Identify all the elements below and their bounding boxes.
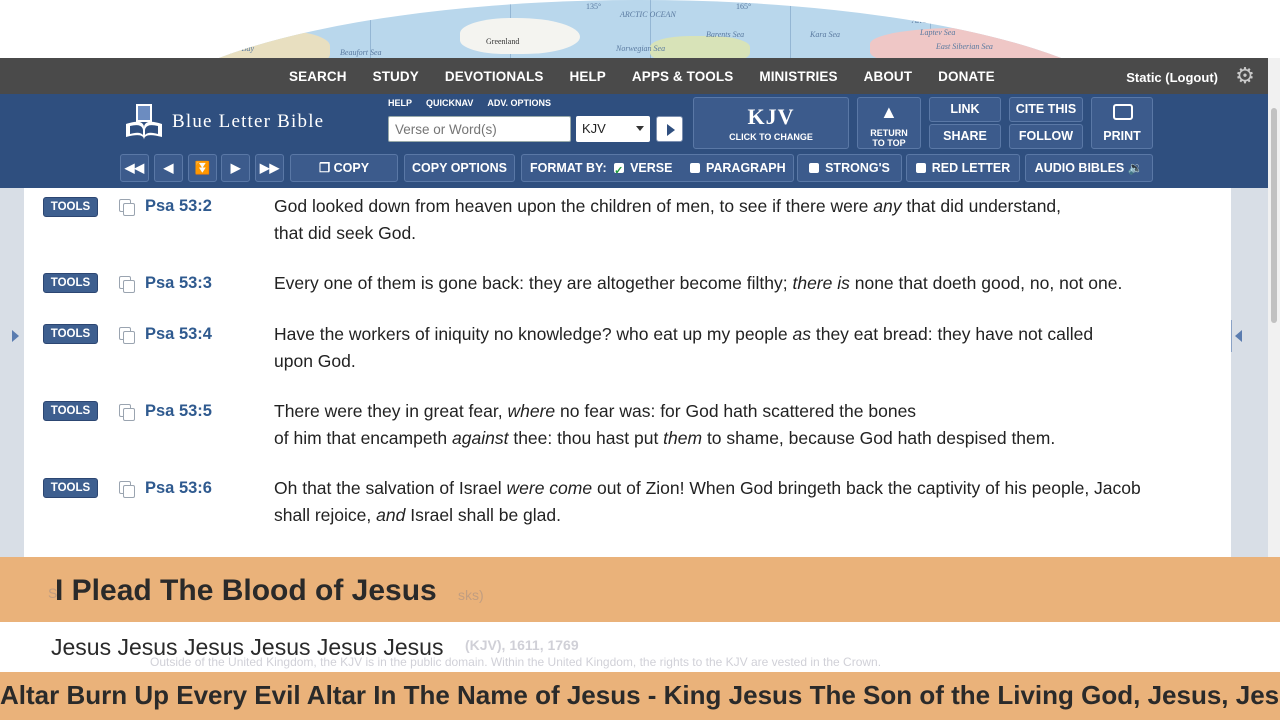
faded-text: S — [48, 585, 58, 601]
version-select-value: KJV — [582, 121, 606, 136]
next-chapter-button[interactable] — [221, 154, 250, 182]
nav-devotionals[interactable]: DEVOTIONALS — [444, 68, 544, 84]
red-letter-label: RED LETTER — [931, 161, 1011, 175]
page-scrollbar[interactable] — [1268, 58, 1280, 558]
strongs-label: STRONG'S — [825, 161, 890, 175]
arrow-up-icon: ▲ — [880, 102, 898, 122]
overlay-title: I Plead The Blood of Jesus — [55, 574, 437, 607]
map-label: ARCTIC OCEAN — [248, 20, 304, 29]
map-label: Kara Sea — [810, 30, 840, 39]
copy-icon[interactable] — [119, 327, 135, 343]
double-right-arrow-icon: ▶▶ — [259, 161, 280, 175]
audio-bibles-button[interactable] — [1025, 154, 1153, 182]
print-button[interactable] — [1091, 97, 1153, 149]
strongs-toggle[interactable] — [797, 154, 902, 182]
overlay-subtitle: Jesus Jesus Jesus Jesus Jesus Jesus — [51, 634, 444, 660]
verse-text: Have the workers of iniquity no knowledge? who eat up my people as they eat bread: they have not called upon God. — [274, 324, 1094, 371]
overlay-ticker — [0, 672, 1280, 720]
jump-down-button[interactable] — [188, 154, 217, 182]
nav-apps-tools[interactable]: APPS & TOOLS — [631, 68, 734, 84]
chevron-down-icon — [636, 126, 644, 131]
map-label: Greenland — [486, 37, 520, 46]
share-button[interactable]: SHARE — [929, 124, 1001, 149]
ticker-text: Altar Burn Up Every Evil Altar In The Name of Jesus - King Jesus The Son of the Living God, Jesus, Jes — [0, 680, 1280, 710]
map-label: 180° — [878, 2, 894, 11]
site-logo[interactable]: Blue Letter Bible — [172, 111, 325, 132]
help-link[interactable]: HELP — [388, 98, 413, 108]
return-label-1: RETURN — [870, 128, 908, 138]
map-label: Laptev Sea — [920, 28, 956, 37]
main-nav-links — [276, 58, 1008, 94]
tools-button[interactable]: TOOLS — [43, 324, 98, 344]
last-chapter-button[interactable] — [255, 154, 284, 182]
tools-button[interactable]: TOOLS — [43, 273, 98, 293]
quicknav-link[interactable]: QUICKNAV — [426, 98, 474, 108]
verse-reference[interactable]: Psa 53:2 — [145, 197, 212, 215]
copy-icon[interactable] — [119, 404, 135, 420]
map-label: ARCTIC OCEAN — [620, 10, 676, 19]
user-status — [1126, 70, 1218, 85]
strongs-checkbox[interactable] — [809, 163, 819, 173]
verse-reference[interactable]: Psa 53:5 — [145, 402, 212, 420]
copy-icon[interactable] — [119, 481, 135, 497]
search-input[interactable] — [388, 116, 571, 142]
verse-text: There were they in great fear, where no fear was: for God hath scattered the bones of him that encampeth against thee: thou hast put them to shame, because God hath despised them. — [274, 401, 1056, 448]
user-status-suffix: ) — [1213, 70, 1218, 85]
format-by-label: FORMAT BY: — [530, 161, 607, 175]
verse-reference[interactable]: Psa 53:4 — [145, 325, 212, 343]
gear-icon[interactable]: ⚙ — [1235, 63, 1255, 88]
follow-button[interactable]: FOLLOW — [1009, 124, 1083, 149]
nav-about[interactable]: ABOUT — [863, 68, 913, 84]
globe-map-image — [130, 0, 1150, 58]
nav-study[interactable]: STUDY — [372, 68, 419, 84]
verse-label: VERSE — [630, 161, 673, 175]
copy-icon[interactable] — [119, 276, 135, 292]
print-label: PRINT — [1103, 129, 1141, 143]
nav-search[interactable]: SEARCH — [289, 68, 347, 84]
red-letter-toggle[interactable] — [906, 154, 1020, 182]
version-select[interactable] — [576, 116, 650, 142]
map-label: Norwegian Sea — [616, 44, 666, 53]
return-to-top-button[interactable] — [857, 97, 921, 149]
tools-button[interactable]: TOOLS — [43, 197, 98, 217]
return-label-2: TO TOP — [872, 138, 906, 148]
version-change-button[interactable] — [693, 97, 849, 149]
map-label: ARCTIC OCEAN — [912, 16, 968, 25]
audio-bibles-label: AUDIO BIBLES — [1034, 161, 1125, 175]
verse-text: Every one of them is gone back: they are altogether become filthy; there is none that doeth good, no, not one. — [274, 273, 1123, 293]
copy-icon[interactable] — [119, 199, 135, 215]
paragraph-checkbox[interactable] — [690, 163, 700, 173]
map-label: Beaufort Sea — [340, 48, 382, 57]
map-label: 150° — [396, 2, 412, 11]
adv-options-link[interactable]: ADV. OPTIONS — [487, 98, 552, 108]
verse-reference[interactable]: Psa 53:6 — [145, 479, 212, 497]
double-left-arrow-icon: ◀◀ — [124, 161, 145, 175]
nav-help[interactable]: HELP — [569, 68, 606, 84]
map-label: East Siberian Sea — [936, 42, 993, 51]
verse-checkbox[interactable] — [614, 163, 624, 173]
speaker-icon: 🔉 — [1127, 161, 1144, 175]
map-label: 165° — [736, 2, 752, 11]
previous-chapter-button[interactable] — [154, 154, 183, 182]
down-arrow-icon: ⏬ — [194, 161, 211, 175]
left-arrow-icon: ◀ — [163, 161, 174, 175]
faded-text: Outside of the United Kingdom, the KJV is in the public domain. Within the United Kingdom, the rights to the KJV are vested in the Crown. — [150, 655, 882, 669]
bible-logo-icon[interactable] — [124, 104, 164, 140]
logout-link[interactable]: Logout — [1169, 70, 1214, 85]
printer-icon — [1113, 104, 1133, 120]
version-hint: CLICK TO CHANGE — [729, 132, 813, 142]
version-label: KJV — [747, 104, 795, 129]
faded-text: sks) — [458, 587, 484, 603]
map-banner — [0, 0, 1280, 58]
verse-text: Oh that the salvation of Israel were come out of Zion! When God bringeth back the captivity of his people, Jacob shall rejoice, and Israel shall be glad. — [274, 478, 1141, 525]
search-go-button[interactable] — [656, 116, 683, 142]
red-letter-checkbox[interactable] — [916, 163, 926, 173]
link-button[interactable]: LINK — [929, 97, 1001, 122]
cite-this-button[interactable]: CITE THIS — [1009, 97, 1083, 122]
faded-text: (KJV), 1611, 1769 — [465, 637, 579, 653]
left-arrow-icon[interactable] — [12, 330, 19, 342]
first-chapter-button[interactable] — [120, 154, 149, 182]
map-label: 135° — [586, 2, 602, 11]
verse-reference[interactable]: Psa 53:3 — [145, 274, 212, 292]
tools-button[interactable]: TOOLS — [43, 401, 98, 421]
nav-ministries[interactable]: MINISTRIES — [759, 68, 838, 84]
scrollbar-thumb[interactable] — [1271, 108, 1277, 323]
copy-button[interactable] — [290, 154, 398, 182]
main-nav — [0, 58, 1268, 94]
user-name: Static ( — [1126, 70, 1170, 85]
tools-button[interactable]: TOOLS — [43, 478, 98, 498]
right-arrow-icon: ▶ — [230, 161, 241, 175]
copy-icon: ❐ — [318, 161, 334, 175]
paragraph-label: PARAGRAPH — [705, 161, 786, 175]
right-arrow-icon[interactable] — [1235, 330, 1242, 342]
nav-donate[interactable]: DONATE — [938, 68, 995, 84]
map-label: Baffin Bay — [220, 44, 254, 53]
format-by-group — [521, 154, 794, 182]
map-label: Barents Sea — [706, 30, 745, 39]
divider — [1231, 320, 1232, 352]
search-options-links — [388, 98, 551, 108]
verse-text: God looked down from heaven upon the children of men, to see if there were any that did understand, that did seek God. — [274, 196, 1062, 243]
copy-options-button[interactable]: COPY OPTIONS — [404, 154, 515, 182]
copy-label: COPY — [333, 161, 370, 175]
